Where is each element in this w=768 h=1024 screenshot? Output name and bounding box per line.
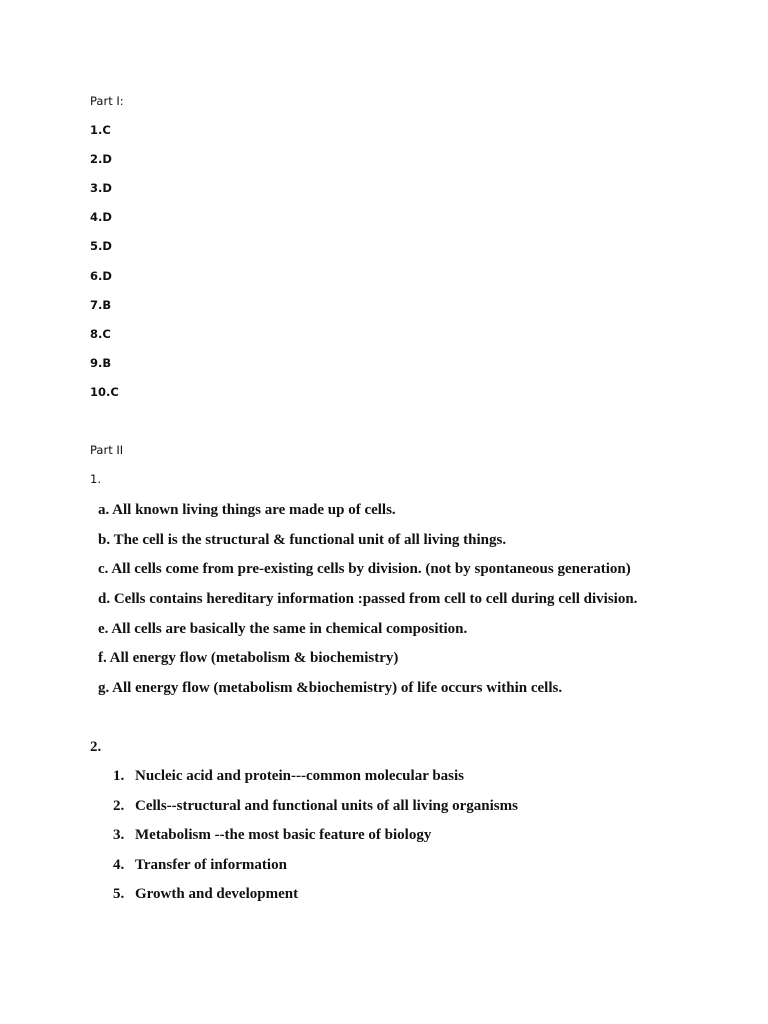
q2-item-3 — [113, 828, 431, 843]
answer-6: 6.D — [90, 269, 112, 283]
q2-item-2 — [113, 799, 518, 814]
q1-item-d: d. Cells contains hereditary information :passed from cell to cell during cell division. — [98, 591, 638, 607]
question-2-number: 2. — [90, 739, 102, 755]
answer-1: 1.C — [90, 123, 111, 137]
part2-heading: Part II — [90, 443, 124, 457]
q2-item-4-text: Transfer of information — [135, 857, 287, 873]
question-1-number: 1. — [90, 472, 101, 486]
answer-9: 9.B — [90, 356, 112, 370]
q2-item-4-marker: 4. — [113, 857, 125, 873]
answer-7: 7.B — [90, 298, 112, 312]
q1-item-a: a. All known living things are made up of cells. — [98, 502, 396, 518]
q2-item-5-marker: 5. — [113, 886, 125, 902]
answer-8: 8.C — [90, 327, 111, 341]
q2-item-5-text: Growth and development — [135, 886, 299, 902]
q2-item-2-text: Cells--structural and functional units of all living organisms — [135, 798, 518, 814]
answer-4: 4.D — [90, 210, 112, 224]
part1-heading: Part I: — [90, 94, 124, 108]
answer-2: 2.D — [90, 152, 112, 166]
q1-item-c: c. All cells come from pre-existing cells by division. (not by spontaneous generation) — [98, 561, 631, 577]
q2-item-3-marker: 3. — [113, 827, 125, 843]
answer-3: 3.D — [90, 181, 112, 195]
q1-item-g: g. All energy flow (metabolism &biochemistry) of life occurs within cells. — [98, 680, 563, 696]
answer-5: 5.D — [90, 239, 112, 253]
q2-item-2-marker: 2. — [113, 798, 125, 814]
q2-item-1 — [113, 769, 464, 784]
q2-item-1-marker: 1. — [113, 768, 125, 784]
answer-10: 10.C — [90, 385, 119, 399]
q1-item-b: b. The cell is the structural & functional unit of all living things. — [98, 532, 507, 548]
q1-item-f: f. All energy flow (metabolism & biochemistry) — [98, 650, 399, 666]
q2-item-3-text: Metabolism --the most basic feature of biology — [135, 827, 432, 843]
q2-item-1-text: Nucleic acid and protein---common molecular basis — [135, 768, 465, 784]
q2-item-4 — [113, 858, 287, 873]
q1-item-e: e. All cells are basically the same in chemical composition. — [98, 621, 468, 637]
q2-item-5 — [113, 887, 298, 902]
